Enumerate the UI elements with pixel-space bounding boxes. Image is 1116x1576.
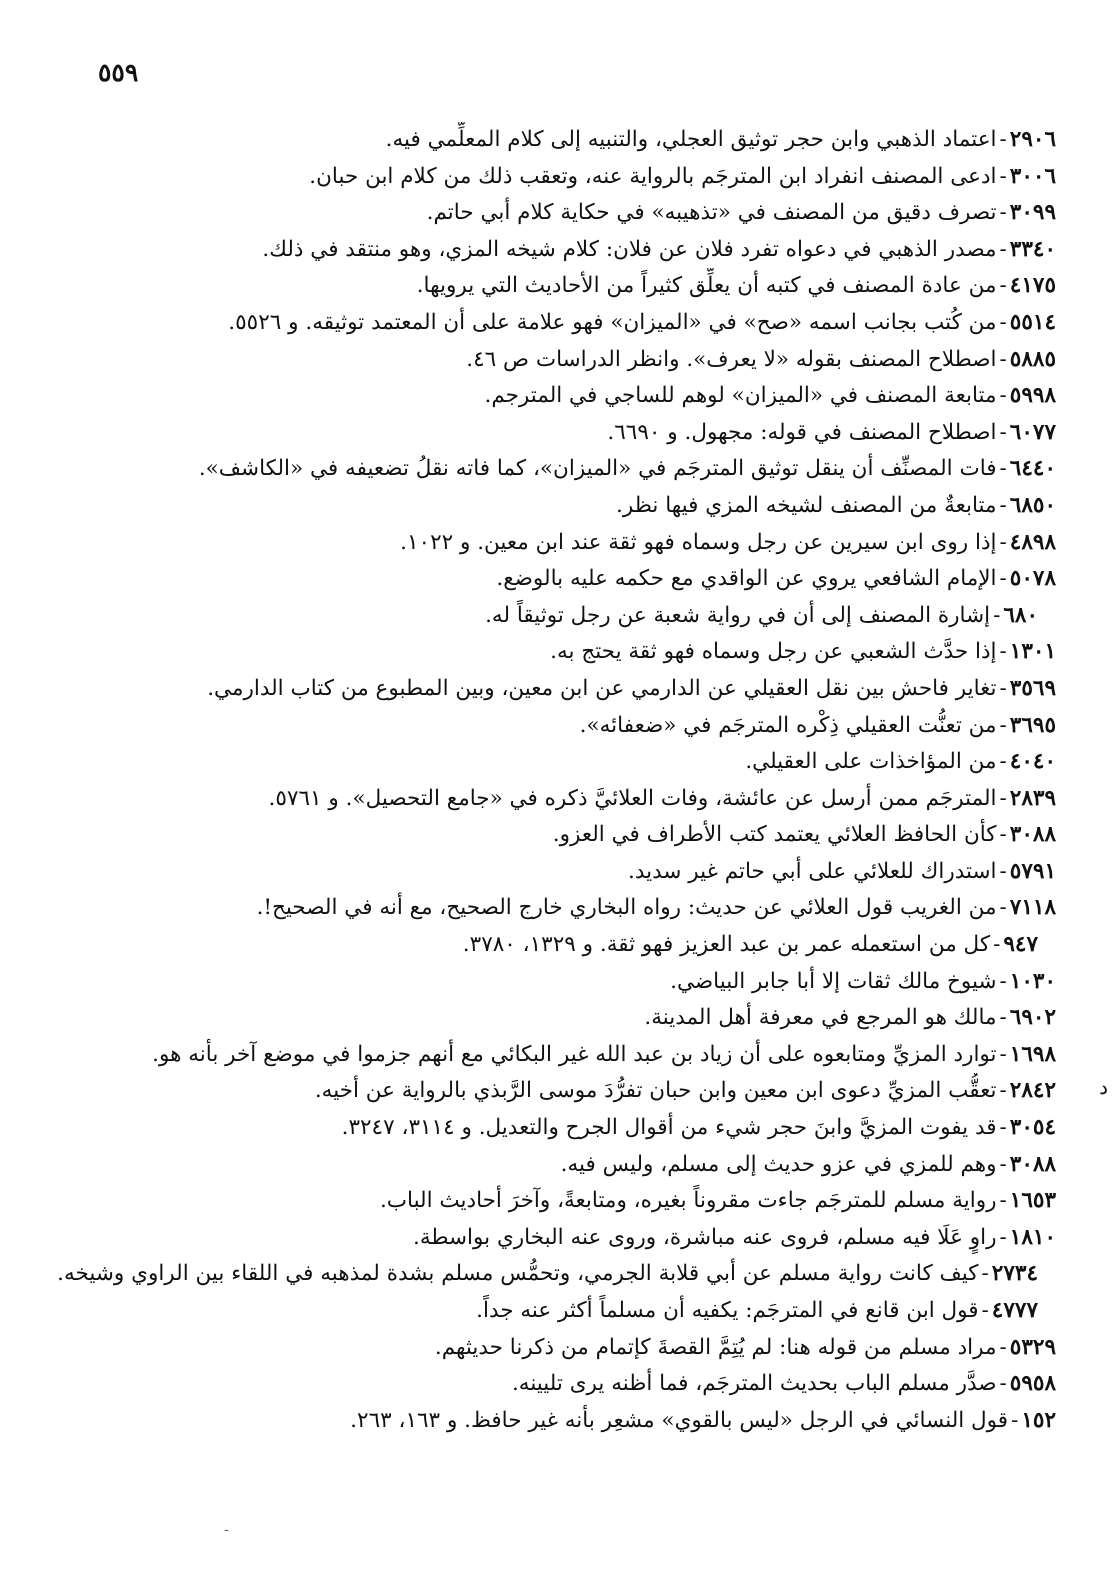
list-item: [46, 1073, 1056, 1110]
entry-dash: -: [999, 383, 1007, 409]
entry-dash: -: [999, 1334, 1007, 1360]
entry-number: ٣٠٨٨: [1009, 822, 1056, 848]
entry-text: رواية مسلم للمترجَم جاءت مقروناً بغيره، ومتابعةً، وآخرَ أحاديث الباب.: [379, 1188, 997, 1214]
list-item: [46, 1293, 1056, 1330]
entry-number: ١٣٠١: [1009, 639, 1056, 665]
entry-number: ٦٠٧٧: [1009, 419, 1056, 445]
entry-number: ٥٥١٤: [1009, 309, 1056, 335]
entry-dash: -: [999, 858, 1007, 884]
entry-dash: -: [999, 492, 1007, 518]
entry-dash: -: [999, 236, 1007, 262]
entry-dash: -: [999, 749, 1007, 775]
list-item: [46, 415, 1056, 452]
entry-text: كيف كانت رواية مسلم عن أبي قلابة الجرمي، وتحمُّس مسلم بشدة لمذهبه في اللقاء بين الراوي وشيخه.: [57, 1261, 979, 1287]
list-item: [46, 1330, 1056, 1367]
list-item: [46, 1147, 1056, 1184]
entry-number: ٦٨٠: [1003, 602, 1038, 628]
list-item: [46, 488, 1056, 525]
list-item: [46, 1256, 1056, 1293]
entry-text: من عادة المصنف في كتبه أن يعلِّق كثيراً من الأحاديث التي يرويها.: [416, 273, 997, 299]
list-item: [46, 634, 1056, 671]
entry-dash: -: [999, 675, 1007, 701]
entry-text: كأن الحافظ العلائي يعتمد كتب الأطراف في العزو.: [552, 822, 997, 848]
entry-dash: -: [1011, 1407, 1019, 1433]
entry-dash: -: [999, 309, 1007, 335]
list-item: [46, 195, 1056, 232]
entry-text: من الغريب قول العلائي عن حديث: رواه البخاري خارج الصحيح، مع أنه في الصحيح!.: [256, 895, 997, 921]
entry-dash: -: [999, 1078, 1007, 1104]
entry-dash: -: [999, 1224, 1007, 1250]
list-item: [46, 854, 1056, 891]
entry-number: ٥٣٢٩: [1009, 1334, 1056, 1360]
entry-text: متابعة المصنف في «الميزان» لوهم للساجي في المترجم.: [484, 383, 997, 409]
entry-dash: -: [981, 1261, 989, 1287]
entry-number: ١٠٣٠: [1009, 968, 1056, 994]
entry-dash: -: [999, 639, 1007, 665]
entry-text: قول ابن قانع في المترجَم: يكفيه أن مسلماً أكثر عنه جداً.: [476, 1298, 979, 1323]
entry-dash: -: [999, 1005, 1007, 1031]
entry-text: من تعنُّت العقيلي ذِكْره المترجَم في «ضعفائه».: [579, 712, 997, 738]
entry-text: كل من استعمله عمر بن عبد العزيز فهو ثقة. و ١٣٢٩، ٣٧٨٠.: [462, 932, 991, 958]
entry-number: ٩٤٧: [1003, 932, 1038, 958]
list-item: [46, 525, 1056, 562]
entry-number: ٤٠٤٠: [1009, 749, 1056, 775]
entry-dash: -: [999, 273, 1007, 299]
entry-text: تصرف دقيق من المصنف في «تذهيبه» في حكاية كلام أبي حاتم.: [426, 200, 997, 226]
entry-text: استدراك للعلائي على أبي حاتم غير سديد.: [628, 858, 997, 884]
entry-number: ١٨١٠: [1009, 1224, 1056, 1250]
list-item: [46, 671, 1056, 708]
entry-number: ٣٣٤٠: [1009, 236, 1056, 262]
list-item: [46, 781, 1056, 818]
entry-number: ٣٠٠٦: [1009, 163, 1056, 189]
entry-text: من المؤاخذات على العقيلي.: [745, 749, 997, 775]
entry-number: ٣٠٨٨: [1009, 1151, 1056, 1177]
entry-number: ٣٠٥٤: [1009, 1115, 1056, 1141]
entry-text: مصدر الذهبي في دعواه تفرد فلان عن فلان: كلام شيخه المزي، وهو منتقد في ذلك.: [262, 236, 997, 262]
entry-text: اصطلاح المصنف بقوله «لا يعرف». وانظر الدراسات ص ٤٦.: [466, 346, 997, 372]
list-item: [46, 561, 1056, 598]
entry-number: ٤٨٩٨: [1009, 529, 1056, 555]
entry-number: ٦٨٥٠: [1009, 492, 1056, 518]
entry-number: ٣٦٩٥: [1009, 712, 1056, 738]
entry-text: الإمام الشافعي يروي عن الواقدي مع حكمه عليه بالوضع.: [496, 566, 997, 592]
list-item: [46, 1110, 1056, 1147]
entry-text: قد يفوت المزيَّ وابنَ حجر شيء من أقوال الجرح والتعديل. و ٣١١٤، ٣٢٤٧.: [341, 1115, 997, 1141]
entry-number: ٢٩٠٦: [1009, 127, 1056, 152]
entry-dash: -: [999, 200, 1007, 226]
entry-number: ٥٩٥٨: [1009, 1371, 1056, 1397]
list-item: [46, 817, 1056, 854]
entry-text: راوٍ عَلَا فيه مسلم، فروى عنه مباشرة، وروى عنه البخاري بواسطة.: [413, 1224, 997, 1250]
entry-text: وهم للمزي في عزو حديث إلى مسلم، وليس فيه.: [560, 1151, 997, 1177]
entry-dash: -: [999, 456, 1007, 482]
entry-number: ٧١١٨: [1009, 895, 1056, 921]
entry-dash: -: [999, 1371, 1007, 1397]
list-item: [46, 927, 1056, 964]
entry-text: شيوخ مالك ثقات إلا أبا جابر البياضي.: [670, 968, 997, 994]
entry-text: توارد المزيِّ ومتابعوه على أن زياد بن عبد الله غير البكائي مع أنهم جزموا في موضع آخر بأنه هو.: [152, 1041, 997, 1067]
margin-mark: د: [1099, 1075, 1108, 1099]
entry-dash: -: [999, 822, 1007, 848]
entry-text: مراد مسلم من قوله هنا: لم يُتِمَّ القصةَ كإتمام من ذكرنا حديثهم.: [434, 1334, 997, 1360]
entry-dash: -: [999, 127, 1007, 152]
entry-text: متابعةٌ من المصنف لشيخه المزي فيها نظر.: [616, 492, 997, 518]
entry-text: مالك هو المرجع في معرفة أهل المدينة.: [644, 1005, 997, 1031]
entry-dash: -: [993, 602, 1001, 628]
list-item: [46, 708, 1056, 745]
entry-number: ٥٩٩٨: [1009, 383, 1056, 409]
list-item: [46, 890, 1056, 927]
entry-text: اصطلاح المصنف في قوله: مجهول. و ٦٦٩٠.: [607, 419, 997, 445]
entry-dash: -: [999, 419, 1007, 445]
entry-text: تغاير فاحش بين نقل العقيلي عن الدارمي عن ابن معين، وبين المطبوع من كتاب الدارمي.: [207, 675, 997, 701]
entry-number: ٥٨٨٥: [1009, 346, 1056, 372]
entry-number: ٥٠٧٨: [1009, 566, 1056, 592]
entry-dash: -: [999, 566, 1007, 592]
list-item: [46, 1000, 1056, 1037]
entry-text: المترجَم ممن أرسل عن عائشة، وفات العلائيَّ ذكره في «جامع التحصيل». و ٥٧٦١.: [268, 785, 997, 811]
entry-dash: -: [993, 932, 1001, 958]
list-item: [46, 122, 1056, 159]
entry-text: إذا روى ابن سيرين عن رجل وسماه فهو ثقة عند ابن معين. و ١٠٢٢.: [400, 529, 997, 555]
entry-dash: -: [999, 1041, 1007, 1067]
entry-dash: -: [999, 712, 1007, 738]
entry-number: ٢٧٣٤: [991, 1261, 1038, 1287]
entries-list: [46, 122, 1056, 1439]
entry-dash: -: [999, 895, 1007, 921]
entry-dash: -: [999, 346, 1007, 372]
entry-number: ٢٨٤٢: [1009, 1078, 1056, 1104]
entry-number: ١٦٥٣: [1009, 1188, 1056, 1214]
stray-mark: -: [224, 1522, 229, 1538]
list-item: [46, 964, 1056, 1001]
entry-dash: -: [999, 529, 1007, 555]
list-item: [46, 1220, 1056, 1257]
list-item: [46, 1366, 1056, 1403]
list-item: [46, 232, 1056, 269]
list-item: [46, 342, 1056, 379]
entry-number: ٣٥٦٩: [1009, 675, 1056, 701]
entry-number: ٣٠٩٩: [1009, 200, 1056, 226]
list-item: [46, 451, 1056, 488]
entry-number: ٦٤٤٠: [1009, 456, 1056, 482]
list-item: [46, 159, 1056, 196]
entry-text: ادعى المصنف انفراد ابن المترجَم بالرواية عنه، وتعقب ذلك من كلام ابن حبان.: [309, 163, 997, 189]
entry-text: من كُتب بجانب اسمه «صح» في «الميزان» فهو علامة على أن المعتمد توثيقه. و ٥٥٢٦.: [228, 309, 997, 335]
entry-text: تعقُّب المزيِّ دعوى ابن معين وابن حبان تفرُّدَ موسى الرَّبذي بالرواية عن أخيه.: [314, 1078, 997, 1104]
entry-text: إذا حدَّث الشعبي عن رجل وسماه فهو ثقة يحتج به.: [550, 639, 997, 665]
list-item: [46, 598, 1056, 635]
entry-number: ٢٨٣٩: [1009, 785, 1056, 811]
list-item: [46, 268, 1056, 305]
entry-number: ٤١٧٥: [1009, 273, 1056, 299]
list-item: [46, 1037, 1056, 1074]
entry-dash: -: [999, 163, 1007, 189]
entry-dash: -: [999, 1115, 1007, 1141]
list-item: [46, 744, 1056, 781]
entry-text: فات المصنِّف أن ينقل توثيق المترجَم في «الميزان»، كما فاته نقلُ تضعيفه في «الكاشف».: [198, 456, 997, 482]
entry-number: ٦٩٠٢: [1009, 1005, 1056, 1031]
entry-text: قول النسائي في الرجل «ليس بالقوي» مشعِر بأنه غير حافظ. و ١٦٣، ٢٦٣.: [350, 1407, 1009, 1433]
page-number: ٥٥٩: [98, 58, 139, 87]
list-item: [46, 378, 1056, 415]
entry-dash: -: [999, 1188, 1007, 1214]
entry-dash: -: [999, 785, 1007, 811]
list-item: [46, 1183, 1056, 1220]
entry-number: ٤٧٧٧: [991, 1298, 1038, 1323]
entry-number: ١٦٩٨: [1009, 1041, 1056, 1067]
entry-dash: -: [999, 1151, 1007, 1177]
entry-text: اعتماد الذهبي وابن حجر توثيق العجلي، والتنبيه إلى كلام المعلِّمي فيه.: [385, 127, 997, 152]
entry-text: إشارة المصنف إلى أن في رواية شعبة عن رجل توثيقاً له.: [485, 602, 991, 628]
entry-dash: -: [981, 1298, 989, 1323]
entry-dash: -: [999, 968, 1007, 994]
entry-number: ٥٧٩١: [1009, 858, 1056, 884]
entry-text: صدَّر مسلم الباب بحديث المترجَم، فما أظنه يرى تليينه.: [511, 1371, 997, 1397]
entry-number: ١٥٢: [1021, 1407, 1056, 1433]
list-item: [46, 305, 1056, 342]
list-item: [46, 1403, 1056, 1440]
